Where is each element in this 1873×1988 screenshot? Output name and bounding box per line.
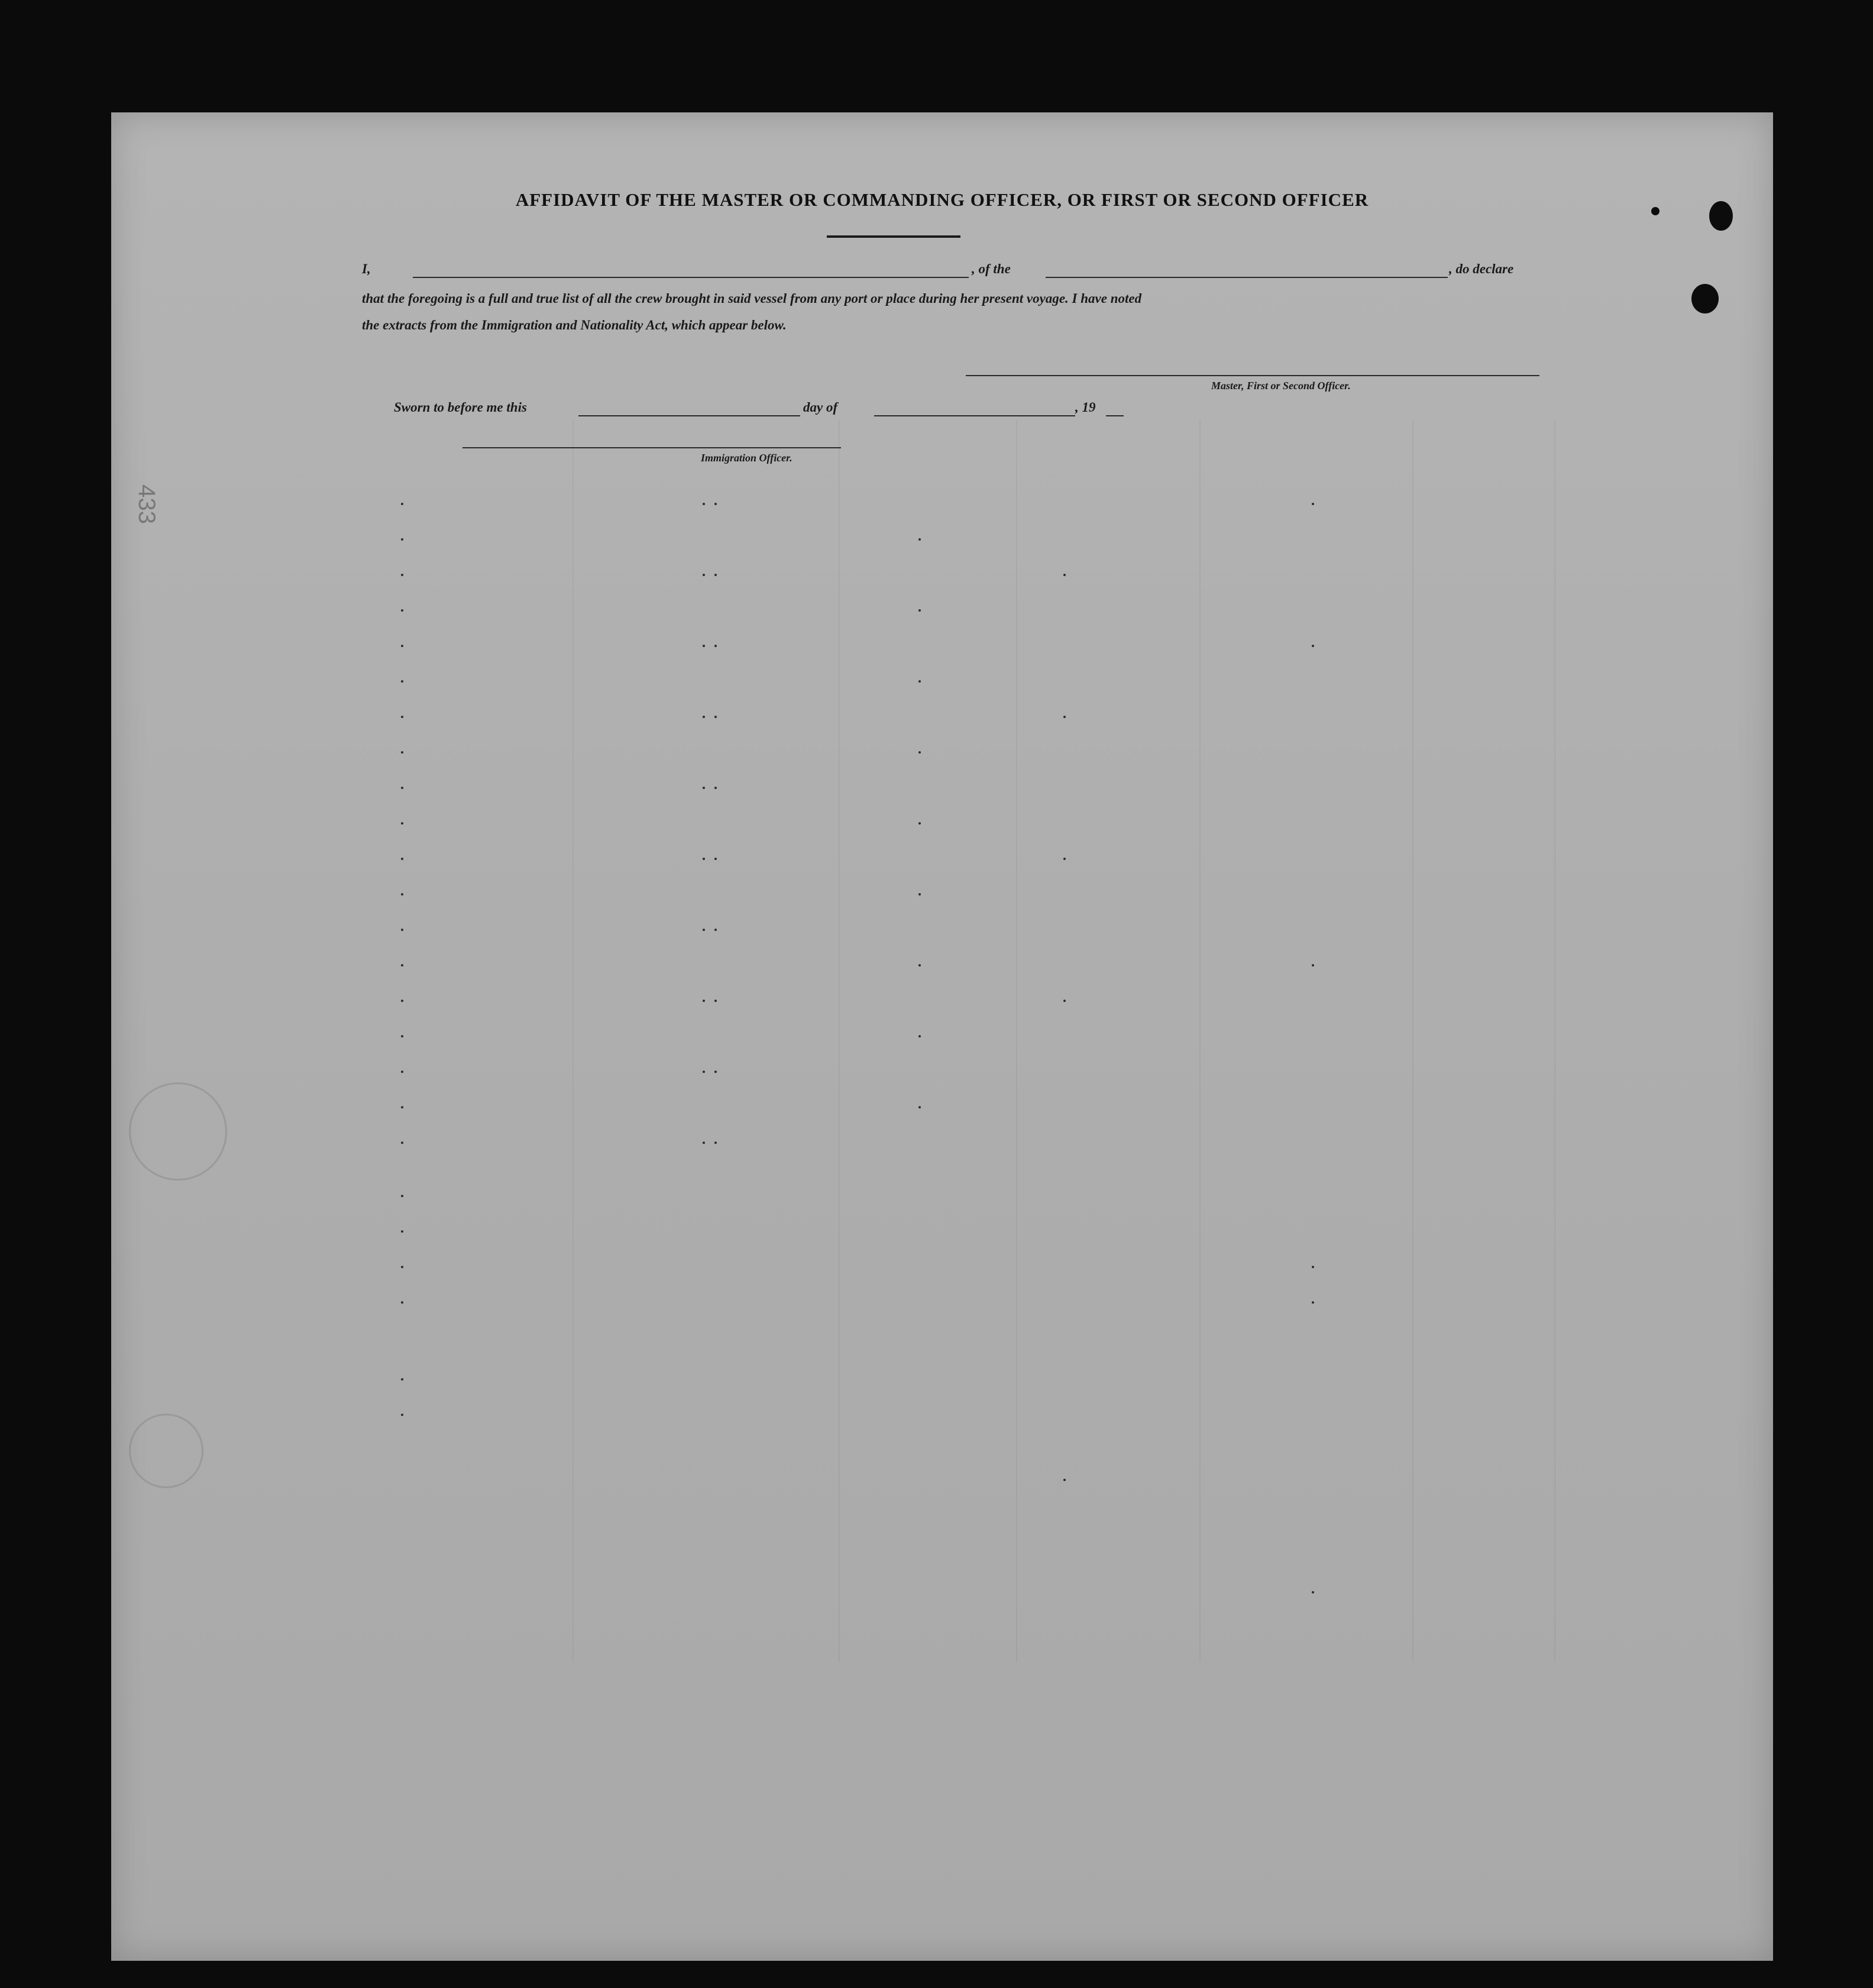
bleed-dot [714, 645, 717, 647]
bleed-dot [703, 929, 705, 931]
ink-blot [1691, 284, 1719, 313]
sworn-year-fill-line[interactable] [1106, 415, 1124, 416]
bleed-dot [401, 893, 403, 896]
bleed-dot [401, 716, 403, 718]
sworn-prefix: Sworn to before me this [394, 400, 527, 415]
bleed-dot [401, 1035, 403, 1037]
bleed-dot [401, 1414, 403, 1416]
bleed-dot [703, 574, 705, 576]
bleed-dot [401, 1301, 403, 1304]
bleed-dot [918, 1035, 921, 1037]
bleed-dot [1063, 1479, 1066, 1481]
bleed-dot [401, 1378, 403, 1381]
bleed-dot [1312, 1266, 1314, 1268]
bleed-dot [401, 858, 403, 860]
title-underline [827, 235, 960, 238]
bleed-dot [703, 1071, 705, 1073]
bleed-dot [703, 1000, 705, 1002]
bleed-dot [401, 1000, 403, 1002]
bleed-dot [703, 716, 705, 718]
bleed-dot [918, 964, 921, 966]
declare-end: , do declare [1449, 261, 1514, 276]
margin-page-number: 433 [133, 484, 160, 524]
bleed-dot [401, 751, 403, 754]
bleed-dot [703, 858, 705, 860]
bleed-dot [401, 787, 403, 789]
bleed-dot [1312, 503, 1314, 505]
bleed-dot [714, 787, 717, 789]
ink-blot [1709, 201, 1733, 231]
bleed-dot [401, 503, 403, 505]
sworn-day-of: day of [803, 400, 838, 415]
bleed-dot [714, 858, 717, 860]
bleed-dot [714, 1071, 717, 1073]
bleed-dot [401, 1106, 403, 1108]
bleed-dot [401, 929, 403, 931]
bleed-dot [918, 609, 921, 612]
bleed-dot [401, 1195, 403, 1197]
officer-signature-line[interactable] [462, 447, 841, 448]
bleed-dot [1312, 645, 1314, 647]
vessel-fill-line[interactable] [1046, 277, 1448, 278]
bleed-dot [401, 964, 403, 966]
bleed-dot [1063, 858, 1066, 860]
bleed-dot [401, 1266, 403, 1268]
bleed-dot [1063, 716, 1066, 718]
bleed-dot [703, 1142, 705, 1144]
bleed-dot [401, 574, 403, 576]
sworn-month-fill-line[interactable] [874, 415, 1075, 416]
bleed-dot [918, 680, 921, 683]
ink-blot [1651, 207, 1660, 215]
bleed-stamp-circle [129, 1082, 227, 1181]
statement-line-2: the extracts from the Immigration and Nationality Act, which appear below. [362, 318, 787, 332]
bleed-dot [401, 1142, 403, 1144]
bleed-column-rule [1199, 420, 1201, 1662]
bleed-dot [703, 787, 705, 789]
bleed-dot [703, 645, 705, 647]
document-page [111, 112, 1773, 1961]
form-title: AFFIDAVIT OF THE MASTER OR COMMANDING OFFICER, OR FIRST OR SECOND OFFICER [515, 189, 1369, 210]
bleed-column-rule [839, 420, 840, 1662]
bleed-dot [1312, 1301, 1314, 1304]
bleed-column-rule [1412, 420, 1413, 1662]
bleed-dot [401, 609, 403, 612]
bleed-dot [401, 680, 403, 683]
bleed-dot [401, 1071, 403, 1073]
bleed-dot [918, 1106, 921, 1108]
statement-line-1: that the foregoing is a full and true list of all the crew brought in said vessel from any port or place during her present voyage. I have noted [362, 291, 1142, 306]
name-fill-line[interactable] [413, 277, 969, 278]
sworn-year-prefix: , 19 [1075, 400, 1096, 415]
declare-intro: I, [362, 261, 371, 276]
bleed-dot [714, 574, 717, 576]
bleed-dot [401, 538, 403, 541]
bleed-dot [714, 929, 717, 931]
bleed-dot [1312, 964, 1314, 966]
bleed-dot [1063, 574, 1066, 576]
bleed-dot [1063, 1000, 1066, 1002]
bleed-column-rule [1554, 420, 1555, 1662]
bleed-column-rule [572, 420, 574, 1662]
bleed-dot [918, 822, 921, 825]
officer-caption: Immigration Officer. [701, 452, 792, 464]
signature-caption: Master, First or Second Officer. [1211, 380, 1351, 392]
bleed-dot [714, 1142, 717, 1144]
bleed-stamp-circle [129, 1414, 203, 1488]
bleed-dot [1312, 1591, 1314, 1593]
bleed-dot [401, 645, 403, 647]
bleed-dot [703, 503, 705, 505]
bleed-column-rule [1016, 420, 1017, 1662]
declare-of-the: , of the [972, 261, 1011, 276]
bleed-dot [714, 716, 717, 718]
bleed-dot [714, 1000, 717, 1002]
bleed-dot [918, 893, 921, 896]
bleed-dot [401, 1230, 403, 1233]
master-signature-line[interactable] [966, 375, 1539, 376]
bleed-dot [714, 503, 717, 505]
bleed-dot [401, 822, 403, 825]
sworn-date-fill-line[interactable] [578, 415, 800, 416]
bleed-dot [918, 538, 921, 541]
bleed-dot [918, 751, 921, 754]
